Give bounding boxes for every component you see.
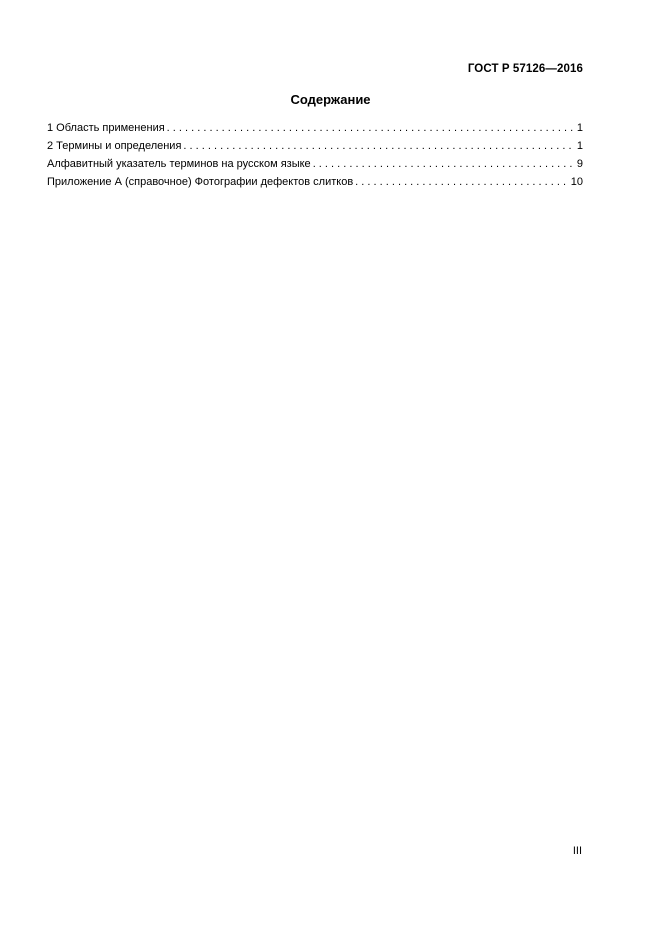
toc-dot-leader — [183, 137, 574, 155]
toc-dot-leader — [167, 119, 575, 137]
toc-entry-index[interactable] — [47, 155, 583, 173]
toc-entry-label: Алфавитный указатель терминов на русском языке — [47, 158, 311, 170]
toc-entry-page: 9 — [576, 158, 583, 170]
toc-entry-scope[interactable] — [47, 119, 583, 137]
toc-entry-label: Приложение А (справочное) Фотографии дефектов слитков — [47, 176, 354, 188]
toc-entry-label: 2 Термины и определения — [47, 140, 182, 152]
toc-entry-label: 1 Область применения — [47, 122, 165, 134]
toc-dot-leader — [355, 173, 569, 191]
toc-dot-leader — [313, 155, 575, 173]
table-of-contents — [47, 119, 583, 191]
toc-entry-terms[interactable] — [47, 137, 583, 155]
toc-entry-appendix-a[interactable] — [47, 173, 583, 191]
toc-entry-page: 1 — [576, 140, 583, 152]
toc-entry-page: 10 — [570, 176, 583, 188]
toc-entry-page: 1 — [576, 122, 583, 134]
page-number: III — [572, 845, 582, 857]
document-code: ГОСТ Р 57126—2016 — [467, 63, 583, 75]
toc-title: Содержание — [290, 92, 371, 107]
